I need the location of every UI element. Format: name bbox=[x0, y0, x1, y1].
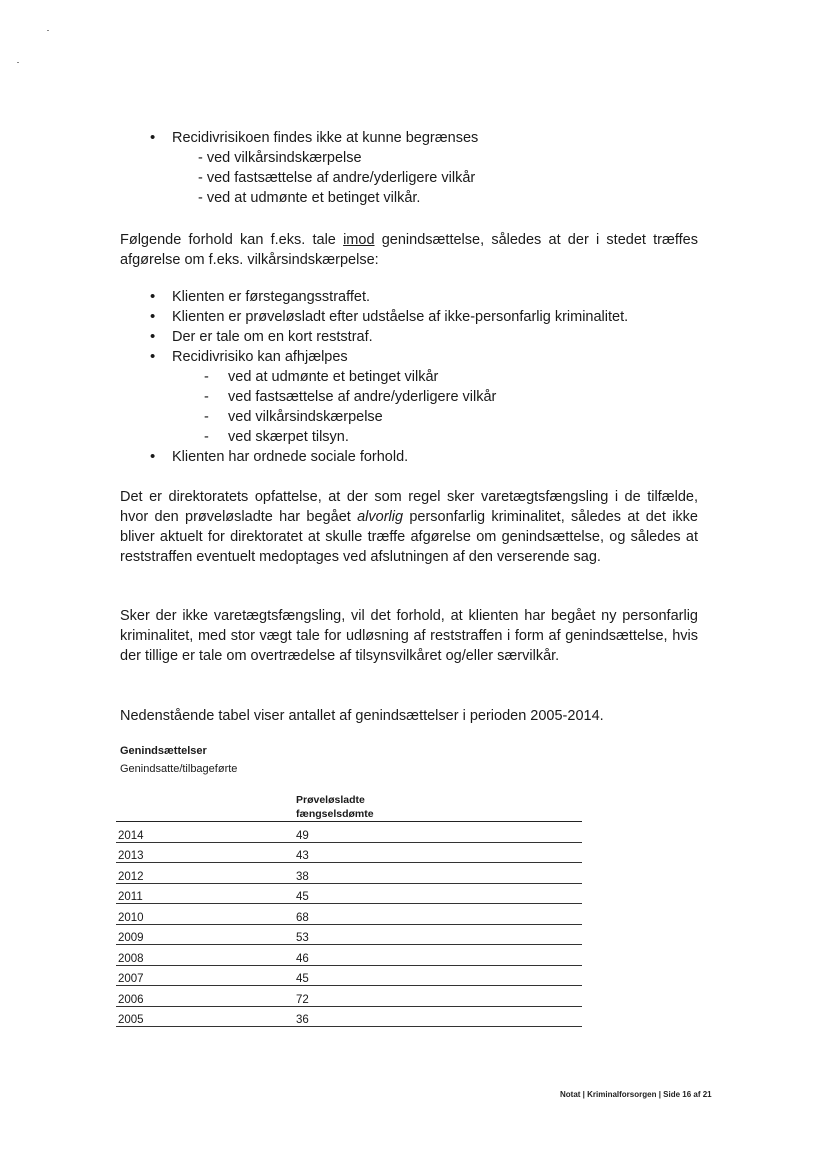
value-cell: 53 bbox=[296, 924, 582, 945]
year-cell: 2014 bbox=[116, 822, 296, 843]
year-cell: 2010 bbox=[116, 904, 296, 925]
scan-speck bbox=[17, 62, 19, 63]
bullet-text: Recidivrisiko kan afhjælpes bbox=[172, 349, 348, 365]
table-row bbox=[116, 945, 582, 966]
table-row bbox=[116, 842, 582, 863]
dash-item: - ved vilkårsindskærpelse bbox=[204, 409, 383, 425]
value-column-header bbox=[296, 785, 582, 822]
bullet-list-top bbox=[150, 128, 478, 208]
bullet-item: • Klienten har ordnede sociale forhold. bbox=[150, 447, 628, 467]
bullet-item: • Klienten er førstegangsstraffet. bbox=[150, 287, 628, 307]
page-footer: Notat | Kriminalforsorgen | Side 16 af 21 bbox=[560, 1090, 712, 1099]
table-row bbox=[116, 965, 582, 986]
year-cell: 2007 bbox=[116, 965, 296, 986]
bullet-item: • Klienten er prøveløsladt efter udståelse af ikke-personfarlig kriminalitet. bbox=[150, 307, 628, 327]
paragraph-1 bbox=[120, 230, 698, 270]
dash-sublist bbox=[198, 148, 478, 208]
para3-text: Sker der ikke varetægtsfængsling, vil det forhold, at klienten har begået ny personfarlig kriminalitet, med stor vægt tale for udløsning af reststraffen i form af genindsættelse, hvis der tillige er tale om overtrædelse af tilsynsvilkåret og/eller særvilkår. bbox=[120, 608, 698, 664]
genindsaettelser-table bbox=[116, 785, 582, 1027]
table-header-row bbox=[116, 785, 582, 822]
year-cell: 2006 bbox=[116, 986, 296, 1007]
dash-item: - ved at udmønte et betinget vilkår bbox=[204, 369, 439, 385]
column-header-line1: Prøveløsladte bbox=[296, 794, 365, 806]
table-row bbox=[116, 822, 582, 843]
value-cell: 68 bbox=[296, 904, 582, 925]
table-row bbox=[116, 863, 582, 884]
value-cell: 72 bbox=[296, 986, 582, 1007]
value-cell: 46 bbox=[296, 945, 582, 966]
dash-text: ved fastsættelse af andre/yderligere vilkår bbox=[228, 389, 497, 405]
paragraph-2 bbox=[120, 487, 698, 567]
value-cell: 38 bbox=[296, 863, 582, 884]
bullet-item: • Der er tale om en kort reststraf. bbox=[150, 327, 628, 347]
table-row bbox=[116, 904, 582, 925]
year-cell: 2011 bbox=[116, 883, 296, 904]
paragraph-4 bbox=[120, 706, 698, 726]
year-column-header bbox=[116, 785, 296, 822]
table-row bbox=[116, 883, 582, 904]
bullet-item bbox=[150, 347, 628, 447]
dash-text: ved skærpet tilsyn. bbox=[228, 429, 349, 445]
para2-pre: Det er direktoratets opfattelse, at der som regel sker varetægtsfængsling i de tilfælde, hvor den prøveløsladte har begået bbox=[120, 489, 698, 525]
column-header-line2: fængselsdømte bbox=[296, 808, 374, 820]
bullet-text: Recidivrisikoen findes ikke at kunne begrænses bbox=[172, 130, 479, 146]
table-row bbox=[116, 924, 582, 945]
paragraph-3 bbox=[120, 606, 698, 666]
italic-word: alvorlig bbox=[357, 509, 404, 525]
year-cell: 2005 bbox=[116, 1006, 296, 1027]
dash-item: - ved at udmønte et betinget vilkår. bbox=[198, 190, 421, 206]
dash-item: - ved fastsættelse af andre/yderligere vilkår bbox=[198, 170, 476, 186]
para2-post: personfarlig kriminalitet, således at det ikke bliver aktuelt for direktoratet at skulle træffe afgørelse om genindsættelse, og således at reststraffen eventuelt medoptages ved afslutningen af den verserende sag. bbox=[120, 509, 698, 565]
table-caption bbox=[120, 742, 237, 778]
dash-text: ved at udmønte et betinget vilkår bbox=[228, 369, 439, 385]
bullet-list-main bbox=[150, 287, 628, 467]
dash-item: - ved fastsættelse af andre/yderligere vilkår bbox=[204, 389, 497, 405]
dash-sublist bbox=[204, 367, 628, 447]
dash-item: - ved skærpet tilsyn. bbox=[204, 429, 349, 445]
table-row bbox=[116, 986, 582, 1007]
scan-speck bbox=[47, 30, 49, 31]
dash-text: ved vilkårsindskærpelse bbox=[228, 409, 383, 425]
table-title: Genindsættelser bbox=[120, 745, 207, 757]
year-cell: 2012 bbox=[116, 863, 296, 884]
value-cell: 43 bbox=[296, 842, 582, 863]
value-cell: 49 bbox=[296, 822, 582, 843]
para1-pre: Følgende forhold kan f.eks. tale bbox=[120, 232, 344, 248]
year-cell: 2009 bbox=[116, 924, 296, 945]
underlined-word: imod bbox=[343, 232, 375, 248]
year-cell: 2013 bbox=[116, 842, 296, 863]
bullet-item bbox=[150, 128, 478, 208]
year-cell: 2008 bbox=[116, 945, 296, 966]
para1-post: genindsættelse, således at der i stedet træffes afgørelse om f.eks. vilkårsindskærpelse: bbox=[120, 232, 698, 268]
value-cell: 36 bbox=[296, 1006, 582, 1027]
table-subtitle: Genindsatte/tilbageførte bbox=[120, 763, 238, 775]
dash-item: - ved vilkårsindskærpelse bbox=[198, 150, 362, 166]
value-cell: 45 bbox=[296, 965, 582, 986]
value-cell: 45 bbox=[296, 883, 582, 904]
table-row bbox=[116, 1006, 582, 1027]
para4-text: Nedenstående tabel viser antallet af genindsættelser i perioden 2005-2014. bbox=[120, 708, 604, 724]
